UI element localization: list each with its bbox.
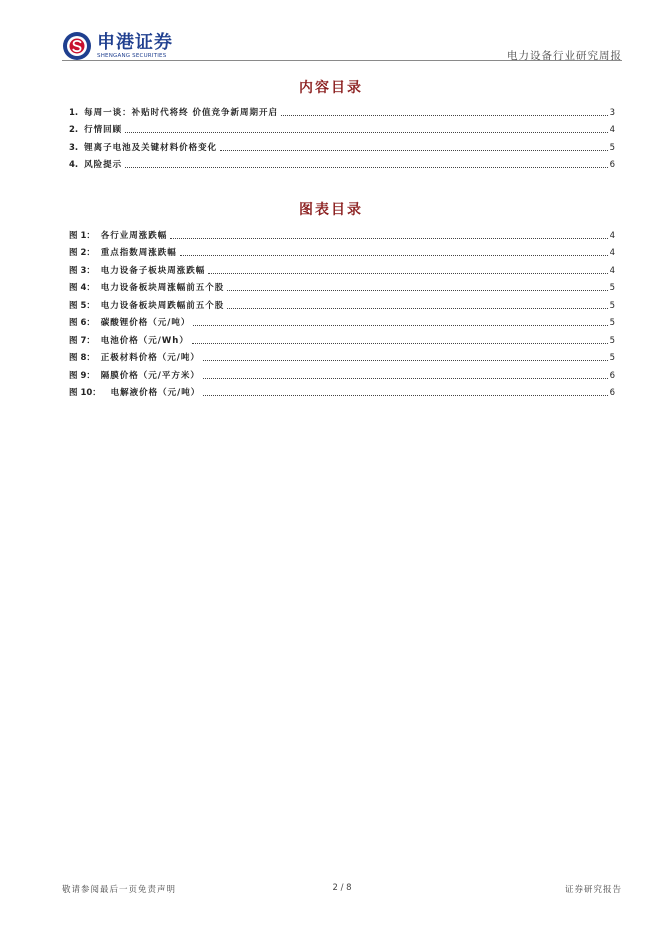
dot-leader — [170, 238, 607, 239]
toc-entry-number: 图 3： — [69, 265, 95, 276]
toc-entry-label: 碳酸锂价格（元/吨） — [100, 318, 191, 328]
figure-entry[interactable] — [69, 381, 615, 399]
toc-entry-label: 各行业周涨跌幅 — [100, 230, 168, 241]
figure-entry[interactable] — [69, 346, 615, 364]
toc-entry-page: 5 — [609, 318, 615, 328]
page-number: 2 / 8 — [332, 883, 352, 893]
dot-leader — [227, 290, 607, 291]
dot-leader — [227, 308, 607, 309]
figures-title: 图表目录 — [299, 202, 363, 218]
figure-entry[interactable] — [69, 276, 615, 294]
dot-leader — [125, 132, 607, 133]
footer-doc-type: 证券研究报告 — [564, 885, 622, 895]
toc-entry-page: 6 — [609, 160, 615, 170]
contents-entry[interactable] — [69, 100, 615, 118]
toc-entry-label: 电力设备板块周跌幅前五个股 — [100, 300, 225, 311]
toc-entry-label: 电力设备子板块周涨跌幅 — [100, 265, 206, 276]
toc-entry-number: 图 2： — [69, 248, 95, 258]
footer-disclaimer: 敬请参阅最后一页免责声明 — [62, 885, 177, 895]
figure-entry[interactable] — [69, 293, 615, 311]
figure-entry[interactable] — [69, 241, 615, 259]
toc-entry-page: 6 — [609, 388, 615, 398]
toc-entry-page: 5 — [609, 300, 615, 311]
dot-leader — [208, 273, 607, 274]
brand-name-cn: 申港证券 — [97, 31, 173, 53]
dot-leader — [220, 150, 607, 151]
report-type: 电力设备行业研究周报 — [507, 50, 622, 62]
brand-name-en: SHENGANG SECURITIES — [97, 52, 167, 59]
toc-entry-number: 1. — [69, 107, 79, 118]
contents-entry[interactable] — [69, 153, 615, 171]
figure-entry[interactable] — [69, 328, 615, 346]
dot-leader — [193, 325, 607, 326]
toc-entry-page: 4 — [609, 125, 615, 135]
dot-leader — [281, 115, 608, 116]
toc-entry-page: 5 — [609, 142, 615, 153]
toc-entry-page: 5 — [609, 353, 615, 363]
dot-leader — [203, 360, 608, 361]
toc-entry-page: 6 — [609, 370, 615, 381]
dot-leader — [192, 343, 608, 344]
toc-entry-number: 图 4： — [69, 283, 95, 293]
toc-entry-label: 重点指数周涨跌幅 — [100, 248, 177, 258]
figure-entry[interactable] — [69, 258, 615, 276]
toc-entry-label: 正极材料价格（元/吨） — [100, 353, 200, 363]
toc-entry-number: 图 10： — [69, 388, 101, 398]
dot-leader — [125, 167, 607, 168]
toc-entry-number: 图 6： — [69, 318, 95, 328]
toc-entry-page: 4 — [609, 265, 615, 276]
toc-entry-page: 3 — [609, 107, 615, 118]
toc-entry-page: 4 — [609, 230, 615, 241]
company-logo — [62, 28, 173, 64]
shengang-logo-icon — [62, 31, 92, 61]
contents-title: 内容目录 — [299, 80, 363, 96]
contents-entry[interactable] — [69, 135, 615, 153]
toc-entry-number: 4. — [69, 160, 79, 170]
toc-entry-label: 每周一谈：补贴时代将终 价值竞争新周期开启 — [84, 107, 279, 118]
dot-leader — [180, 255, 608, 256]
toc-entry-number: 图 7： — [69, 335, 95, 346]
toc-entry-label: 电解液价格（元/吨） — [106, 388, 201, 398]
toc-entry-label: 行情回顾 — [84, 125, 123, 135]
contents-list — [69, 100, 615, 170]
figure-entry[interactable] — [69, 223, 615, 241]
toc-entry-number: 图 5： — [69, 300, 95, 311]
figures-list — [69, 223, 615, 398]
toc-entry-number: 图 9： — [69, 370, 95, 381]
page-header — [62, 28, 622, 64]
contents-entry[interactable] — [69, 118, 615, 136]
toc-entry-label: 风险提示 — [84, 160, 123, 170]
figure-entry[interactable] — [69, 311, 615, 329]
toc-entry-page: 5 — [609, 283, 615, 293]
toc-entry-label: 电力设备板块周涨幅前五个股 — [100, 283, 225, 293]
toc-entry-label: 隔膜价格（元/平方米） — [100, 370, 200, 381]
toc-entry-page: 5 — [609, 335, 615, 346]
toc-entry-page: 4 — [609, 248, 615, 258]
toc-entry-number: 2. — [69, 125, 79, 135]
figure-entry[interactable] — [69, 363, 615, 381]
toc-entry-number: 图 1： — [69, 230, 95, 241]
toc-entry-label: 电池价格（元/Wh） — [100, 335, 189, 346]
toc-entry-number: 3. — [69, 142, 79, 153]
toc-entry-number: 图 8： — [69, 353, 95, 363]
dot-leader — [203, 378, 608, 379]
dot-leader — [203, 395, 607, 396]
header-divider — [62, 60, 622, 61]
toc-entry-label: 锂离子电池及关键材料价格变化 — [84, 142, 218, 153]
